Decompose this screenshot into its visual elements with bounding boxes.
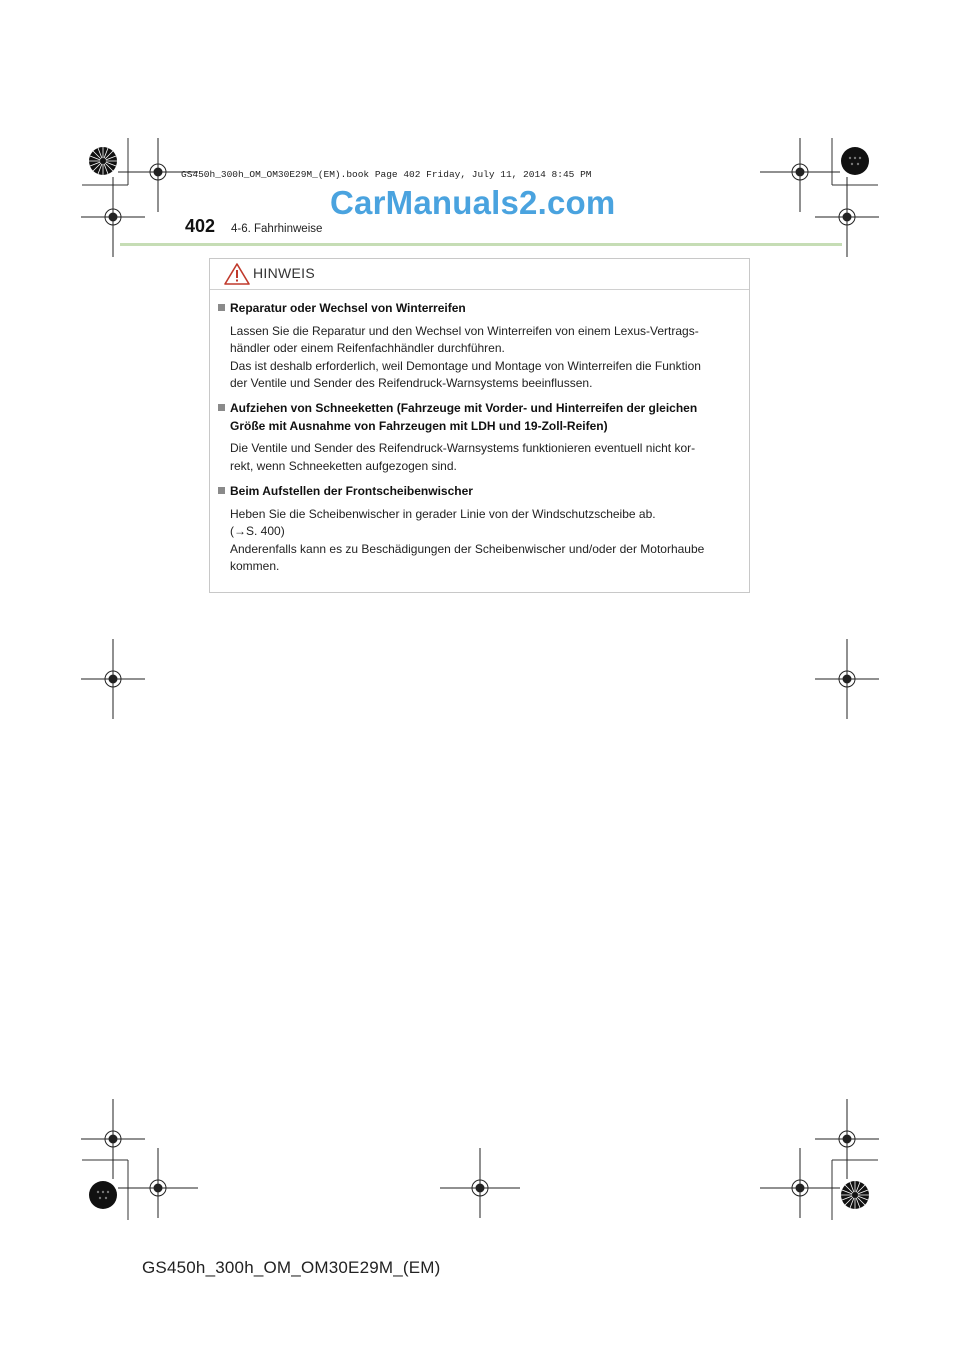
header-rule [120, 243, 842, 246]
item-title: Beim Aufstellen der Frontscheibenwischer [218, 483, 744, 501]
notice-item-snow-chains [218, 400, 744, 475]
notice-title: HINWEIS [253, 265, 315, 281]
warning-triangle-icon [224, 263, 250, 285]
item-body: Die Ventile und Sender des Reifendruck-Warnsystems funktionieren eventuell nicht kor- rekt, wenn Schneeketten aufgezogen sind. [230, 441, 696, 473]
notice-box [209, 258, 750, 593]
item-body: Heben Sie die Scheibenwischer in gerader Linie von der Windschutzscheibe ab. (→S. 400) Anderenfalls kann es zu Beschädigungen der Scheibenwischer und/oder der Motorhaube kommen. [218, 506, 744, 576]
section-title: 4-6. Fahrhinweise [231, 223, 323, 235]
bullet-square-icon [218, 487, 225, 494]
notice-item-wipers [218, 483, 744, 576]
notice-item-winter-tires [218, 300, 744, 393]
bullet-square-icon [218, 404, 225, 411]
book-info-line: GS450h_300h_OM_OM30E29M_(EM).book Page 402 Friday, July 11, 2014 8:45 PM [181, 169, 592, 180]
page-number: 402 [185, 216, 216, 236]
footer-model-code: GS450h_300h_OM_OM30E29M_(EM) [142, 1258, 441, 1277]
item-title: Aufziehen von Schneeketten (Fahrzeuge mit Vorder- und Hinterreifen der gleichen Größe mit Ausnahme von Fahrzeugen mit LDH und 19-Zoll-Reifen) [218, 400, 744, 435]
bullet-square-icon [218, 304, 225, 311]
notice-header [210, 259, 749, 290]
page-reference: (→S. 400) [230, 524, 285, 539]
item-title: Reparatur oder Wechsel von Winterreifen [218, 300, 744, 318]
watermark-logo: CarManuals2.com [330, 184, 616, 221]
item-body: Lassen Sie die Reparatur und den Wechsel von Winterreifen von einem Lexus-Vertrags- händler oder einem Reifenfachhändler durchführen. Das ist deshalb erforderlich, weil Demontage und Montage von Winterreifen die Funktion der Ventile und Sender des Reifendruck-Warnsystems beeinflussen. [230, 323, 701, 391]
